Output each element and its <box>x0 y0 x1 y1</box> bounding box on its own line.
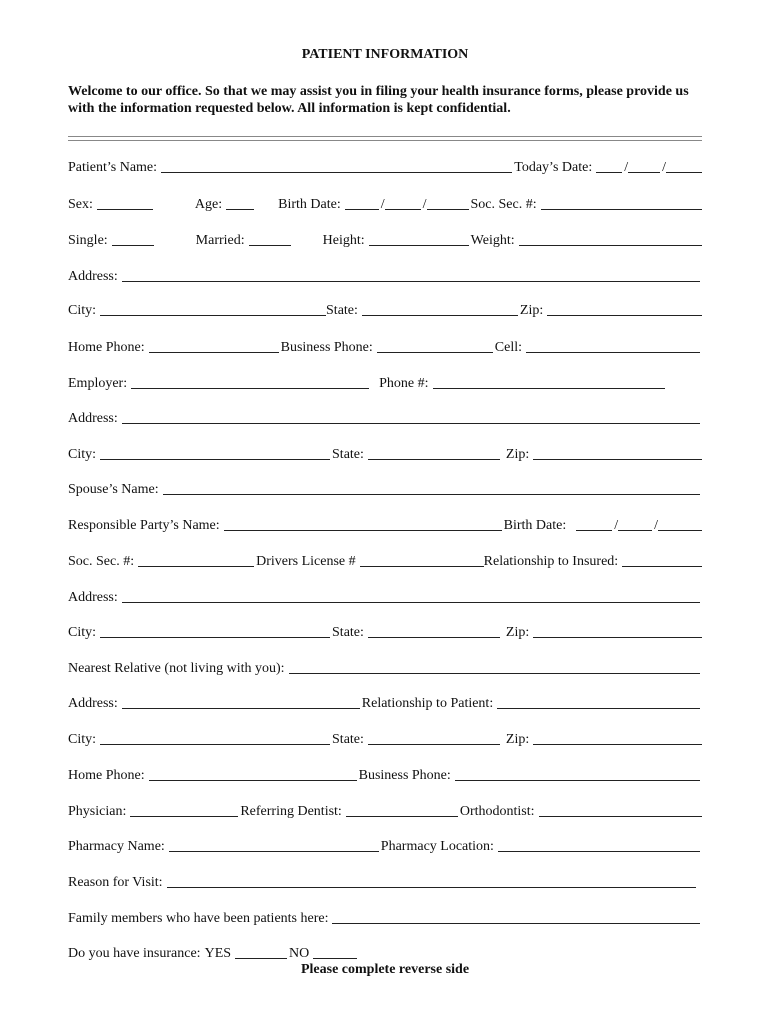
row-patient-name <box>68 155 702 177</box>
todays-date-year-field[interactable] <box>666 157 702 173</box>
phone-label: Phone #: <box>379 376 429 391</box>
todays-date-month-field[interactable] <box>596 157 622 173</box>
birth-date-label: Birth Date: <box>278 197 341 212</box>
date-slash: / <box>624 160 629 175</box>
row-family-members <box>68 906 702 928</box>
nearest-relative-label: Nearest Relative (not living with you): <box>68 661 285 676</box>
row-nearest-relative <box>68 656 702 678</box>
business-phone-label: Business Phone: <box>358 768 451 783</box>
patients-name-label: Patient’s Name: <box>68 160 158 175</box>
address-label: Address: <box>68 696 118 711</box>
reason-for-visit-label: Reason for Visit: <box>68 875 163 890</box>
physician-field[interactable] <box>130 801 238 817</box>
city-label: City: <box>68 447 97 462</box>
rp-soc-sec-field[interactable] <box>138 551 254 567</box>
rp-birth-month-field[interactable] <box>576 515 612 531</box>
drivers-license-field[interactable] <box>360 551 484 567</box>
home-phone-label: Home Phone: <box>68 340 145 355</box>
age-label: Age: <box>194 197 223 212</box>
relative-business-phone-field[interactable] <box>455 765 700 781</box>
soc-sec-label: Soc. Sec. #: <box>68 554 135 569</box>
row-relative-phones <box>68 763 702 785</box>
birth-date-year-field[interactable] <box>427 194 469 210</box>
intro-paragraph: Welcome to our office. So that we may assist you in filing your health insurance forms, please provide us with the information requested below. All information is kept confidential. <box>68 84 689 116</box>
city-label: City: <box>68 303 97 318</box>
page-title: PATIENT INFORMATION <box>301 47 469 62</box>
relationship-insured-label: Relationship to Insured: <box>483 554 619 569</box>
height-label: Height: <box>322 233 365 248</box>
row-relative-address <box>68 691 702 713</box>
home-phone-label: Home Phone: <box>68 768 145 783</box>
soc-sec-field[interactable] <box>541 194 702 210</box>
pharmacy-location-field[interactable] <box>498 836 700 852</box>
state-label: State: <box>332 732 364 747</box>
row-rp-address <box>68 585 702 607</box>
row-sex-age <box>68 192 702 214</box>
yes-label: YES <box>204 946 232 961</box>
relative-city-field[interactable] <box>100 729 330 745</box>
family-members-field[interactable] <box>332 908 700 924</box>
zip-label: Zip: <box>505 447 530 462</box>
sex-label: Sex: <box>68 197 93 212</box>
row-rp-city <box>68 620 702 642</box>
height-field[interactable] <box>369 230 469 246</box>
row-employer <box>68 371 702 393</box>
soc-sec-label: Soc. Sec. #: <box>470 197 537 212</box>
row-reason <box>68 870 702 892</box>
date-slash: / <box>662 160 666 175</box>
responsible-party-label: Responsible Party’s Name: <box>68 518 220 533</box>
address-label: Address: <box>68 269 118 284</box>
row-spouse <box>68 477 702 499</box>
spouses-name-label: Spouse’s Name: <box>68 482 159 497</box>
city-label: City: <box>68 625 97 640</box>
patients-name-field[interactable] <box>161 157 512 173</box>
state-label: State: <box>326 303 358 318</box>
row-license <box>68 549 702 571</box>
date-slash: / <box>380 197 385 212</box>
employer-phone-field[interactable] <box>433 373 665 389</box>
reason-for-visit-field[interactable] <box>167 872 696 888</box>
row-single-married <box>68 228 702 250</box>
pharmacy-name-label: Pharmacy Name: <box>68 839 165 854</box>
referring-dentist-field[interactable] <box>346 801 458 817</box>
employer-zip-field[interactable] <box>533 444 702 460</box>
employer-state-field[interactable] <box>368 444 500 460</box>
rp-birth-day-field[interactable] <box>618 515 652 531</box>
date-slash: / <box>614 518 619 533</box>
zip-label: Zip: <box>505 625 530 640</box>
address-field[interactable] <box>122 266 700 282</box>
row-responsible-party <box>68 513 702 535</box>
zip-field[interactable] <box>547 300 702 316</box>
relationship-insured-field[interactable] <box>622 551 702 567</box>
cell-label: Cell: <box>494 340 523 355</box>
married-label: Married: <box>195 233 245 248</box>
relative-zip-field[interactable] <box>533 729 702 745</box>
row-relative-city <box>68 727 702 749</box>
relative-address-field[interactable] <box>122 693 360 709</box>
row-pharmacy <box>68 834 702 856</box>
zip-label: Zip: <box>519 303 544 318</box>
family-members-label: Family members who have been patients here: <box>68 911 329 926</box>
employer-address-field[interactable] <box>122 408 700 424</box>
no-label: NO <box>289 946 310 961</box>
sex-field[interactable] <box>97 194 153 210</box>
single-label: Single: <box>68 233 108 248</box>
row-phones <box>68 335 702 357</box>
business-phone-label: Business Phone: <box>280 340 373 355</box>
state-label: State: <box>332 625 364 640</box>
birth-date-month-field[interactable] <box>345 194 379 210</box>
divider-top <box>68 136 702 137</box>
row-city <box>68 298 702 320</box>
cell-field[interactable] <box>526 337 700 353</box>
row-employer-address <box>68 406 702 428</box>
date-slash: / <box>654 518 658 533</box>
rp-birth-year-field[interactable] <box>658 515 702 531</box>
rp-zip-field[interactable] <box>533 622 702 638</box>
married-field[interactable] <box>249 230 291 246</box>
physician-label: Physician: <box>68 804 127 819</box>
address-label: Address: <box>68 411 118 426</box>
city-label: City: <box>68 732 97 747</box>
relative-home-phone-field[interactable] <box>149 765 357 781</box>
birth-date-day-field[interactable] <box>385 194 421 210</box>
state-label: State: <box>332 447 364 462</box>
footer-note: Please complete reverse side <box>300 962 470 977</box>
todays-date-day-field[interactable] <box>628 157 660 173</box>
drivers-license-label: Drivers License # <box>256 554 356 569</box>
referring-dentist-label: Referring Dentist: <box>240 804 342 819</box>
orthodontist-field[interactable] <box>539 801 703 817</box>
date-slash: / <box>422 197 427 212</box>
employer-field[interactable] <box>131 373 369 389</box>
todays-date-label: Today’s Date: <box>514 160 593 175</box>
responsible-party-field[interactable] <box>224 515 502 531</box>
insurance-no-field[interactable] <box>313 943 357 959</box>
rp-address-field[interactable] <box>122 587 700 603</box>
address-label: Address: <box>68 590 118 605</box>
home-phone-field[interactable] <box>149 337 279 353</box>
orthodontist-label: Orthodontist: <box>459 804 535 819</box>
relationship-patient-field[interactable] <box>497 693 700 709</box>
employer-label: Employer: <box>68 376 128 391</box>
state-field[interactable] <box>362 300 518 316</box>
age-field[interactable] <box>226 194 254 210</box>
single-field[interactable] <box>112 230 154 246</box>
zip-label: Zip: <box>505 732 530 747</box>
city-field[interactable] <box>100 300 326 316</box>
rp-state-field[interactable] <box>368 622 500 638</box>
insurance-yes-field[interactable] <box>235 943 287 959</box>
relative-state-field[interactable] <box>368 729 500 745</box>
row-insurance <box>68 941 702 963</box>
business-phone-field[interactable] <box>377 337 493 353</box>
employer-city-field[interactable] <box>100 444 330 460</box>
row-physician <box>68 799 702 821</box>
nearest-relative-field[interactable] <box>289 658 700 674</box>
birth-date-label: Birth Date: <box>503 518 567 533</box>
pharmacy-name-field[interactable] <box>169 836 379 852</box>
rp-city-field[interactable] <box>100 622 330 638</box>
relationship-patient-label: Relationship to Patient: <box>361 696 494 711</box>
divider-bottom <box>68 140 702 141</box>
row-employer-city <box>68 442 702 464</box>
pharmacy-location-label: Pharmacy Location: <box>380 839 494 854</box>
spouses-name-field[interactable] <box>163 479 700 495</box>
insurance-label: Do you have insurance: <box>68 946 201 961</box>
weight-field[interactable] <box>519 230 702 246</box>
row-address <box>68 264 702 286</box>
weight-label: Weight: <box>470 233 515 248</box>
